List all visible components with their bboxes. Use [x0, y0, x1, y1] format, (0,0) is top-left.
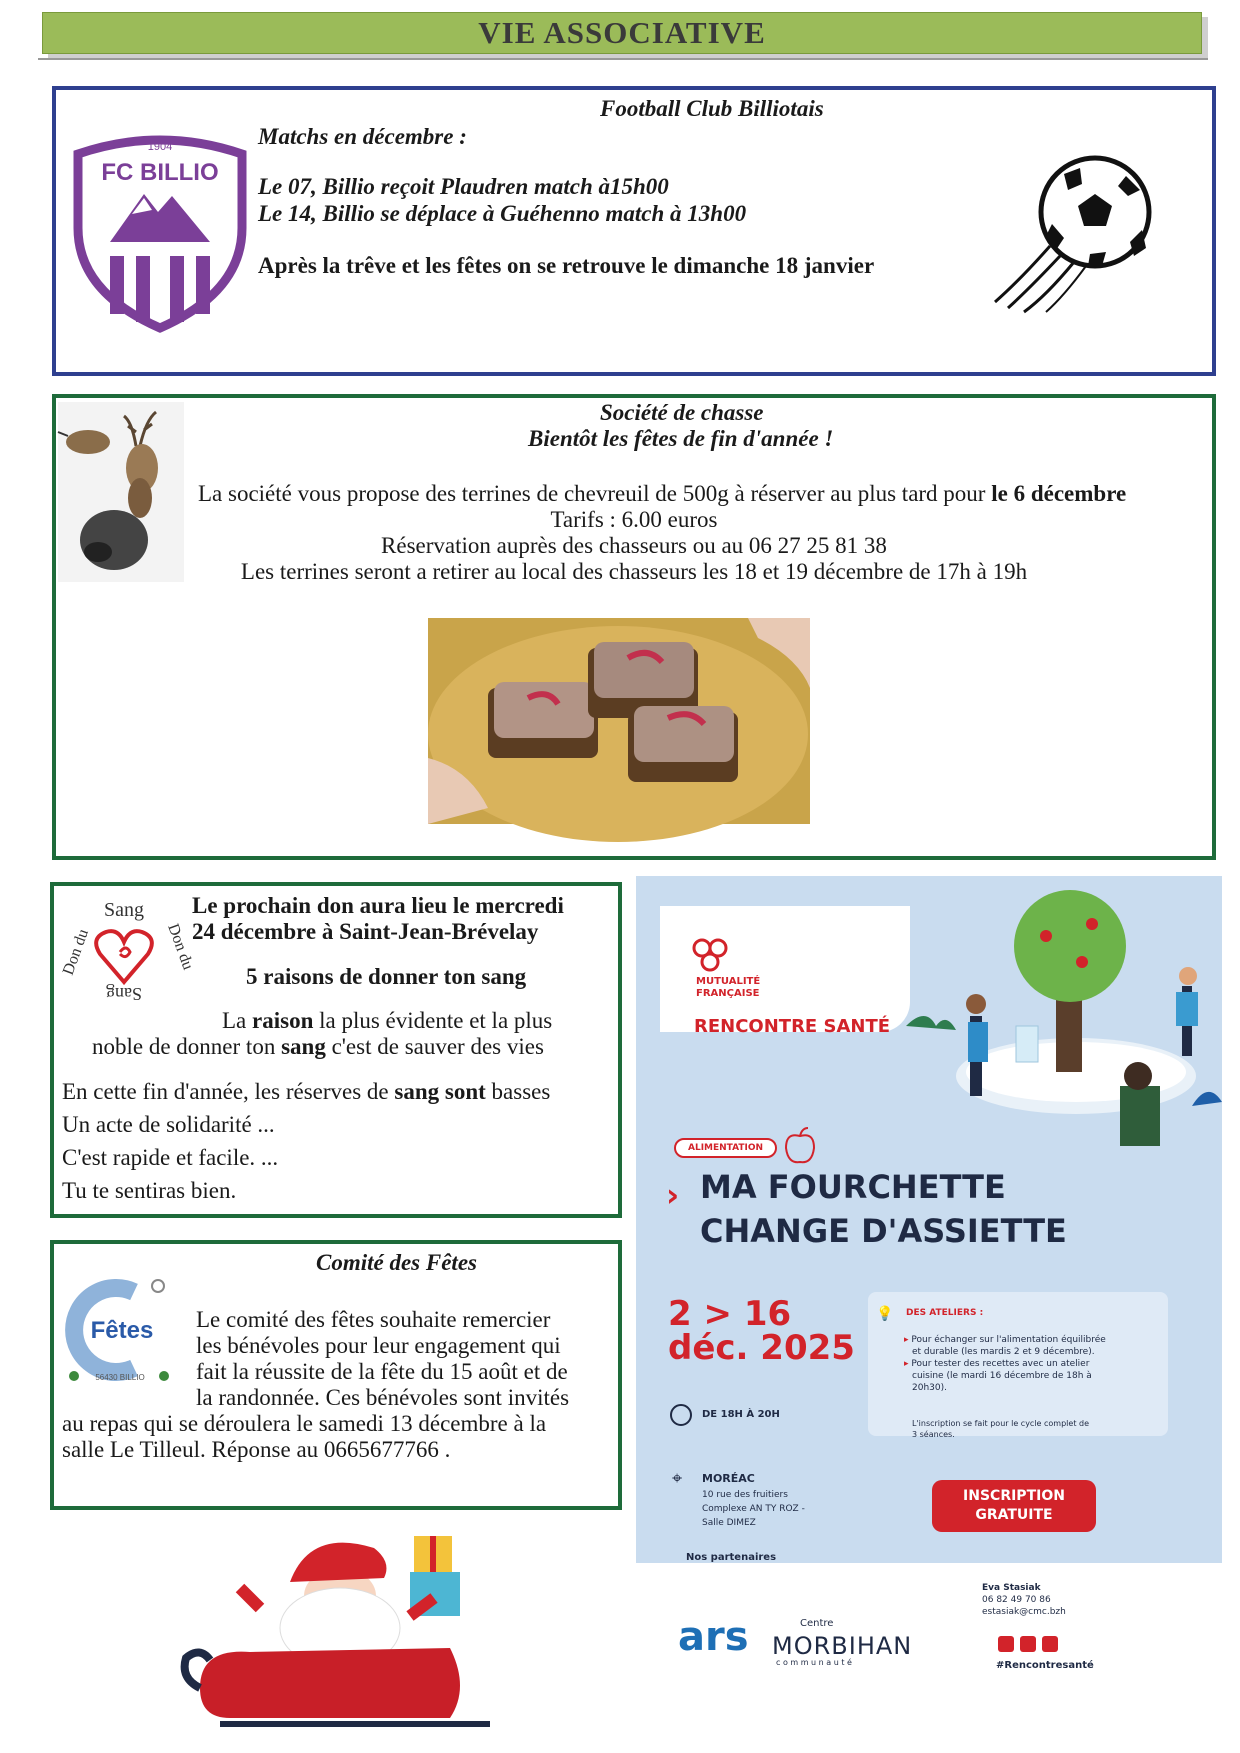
mutualite-logo-icon [690, 938, 730, 972]
pickup-line: Les terrines seront a retirer au local des chasseurs les 18 et 19 décembre de 17h à 19h [240, 559, 1028, 584]
football-title: Football Club Billiotais [600, 96, 824, 121]
event-time: DE 18H À 20H [702, 1409, 780, 1420]
donation-headline: Le prochain don aura lieu le mercredi [192, 893, 564, 918]
mutualite-name: MUTUALITÉ FRANÇAISE [696, 976, 761, 999]
football-closing: Après la trêve et les fêtes on se retrouve le dimanche 18 janvier [258, 253, 875, 278]
committee-text: la randonnée. Ces bénévoles sont invités [196, 1385, 570, 1410]
committee-text: salle Le Tilleul. Réponse au 0665677766 . [62, 1437, 451, 1462]
communaute-label: c o m m u n a u t é [776, 1658, 852, 1667]
reason-line: En cette fin d'année, les réserves de sang sont basses [62, 1079, 551, 1104]
svg-text:Sang: Sang [104, 899, 144, 921]
ars-logo: ars [678, 1614, 749, 1660]
clock-icon [670, 1404, 692, 1426]
terrine-photo [428, 618, 810, 824]
section-title: VIE ASSOCIATIVE [478, 15, 766, 50]
price-line: Tarifs : 6.00 euros [550, 507, 718, 532]
comite-des-fetes-logo [64, 1276, 176, 1386]
football-intro: Matchs en décembre : [258, 124, 467, 149]
hunting-title: Société de chasse [600, 400, 764, 425]
divider [38, 58, 1208, 60]
hashtag: #Rencontresanté [996, 1660, 1094, 1671]
donation-headline: 24 décembre à Saint-Jean-Brévelay [192, 919, 539, 944]
health-poster [636, 876, 1222, 1718]
svg-text:Don du: Don du [59, 926, 93, 978]
apple-icon [782, 1126, 818, 1166]
people-table-illustration [906, 876, 1222, 1166]
svg-text:Don du: Don du [164, 921, 197, 973]
svg-text:Fêtes: Fêtes [90, 1317, 154, 1344]
youtube-icon[interactable] [1020, 1636, 1036, 1652]
svg-text:56430 BILLIO: 56430 BILLIO [95, 1373, 145, 1382]
don-du-sang-logo [59, 896, 197, 1006]
fc-billio-logo [70, 132, 250, 332]
poster-headline: MA FOURCHETTE [700, 1168, 1006, 1206]
partners-label: Nos partenaires [682, 1552, 780, 1563]
reason-line: La raison la plus évidente et la plus [222, 1008, 553, 1033]
workshops-title: DES ATELIERS : [906, 1308, 984, 1318]
reason-line: noble de donner ton sang c'est de sauver des vies [92, 1034, 544, 1059]
committee-text: Le comité des fêtes souhaite remercier [196, 1307, 551, 1332]
soccer-ball-icon [990, 150, 1160, 320]
free-registration-button[interactable]: INSCRIPTION GRATUITE [932, 1480, 1096, 1532]
lightbulb-icon: 💡 [876, 1306, 894, 1322]
event-dates: 2 > 16 [668, 1294, 792, 1334]
committee-title: Comité des Fêtes [316, 1250, 477, 1275]
santa-sleigh-illustration [160, 1528, 520, 1728]
centre-label: Centre [800, 1618, 834, 1629]
alimentation-tag: ALIMENTATION [674, 1138, 777, 1158]
match-line: Le 07, Billio reçoit Plaudren match à15h00 [258, 174, 669, 199]
reason-line: Un acte de solidarité ... [62, 1112, 275, 1137]
committee-text: fait la réussite de la fête du 15 août et de [196, 1359, 568, 1384]
reason-line: C'est rapide et facile. ... [62, 1145, 279, 1170]
match-line: Le 14, Billio se déplace à Guéhenno match à 13h00 [258, 201, 747, 226]
workshop-item: ▸ Pour échanger sur l'alimentation équilibrée et durable (les mardis 2 et 9 décembre). ▸ Pour tester des recettes avec un atelier cuisine (le mardi 16 décembre de 18h à 20h30). [904, 1335, 1106, 1393]
contact-info: Eva Stasiak 06 82 49 70 86 estasiak@cmc.bzh [982, 1583, 1066, 1617]
event-address: 10 rue des fruitiers Complexe AN TY ROZ - Salle DIMEZ [702, 1490, 805, 1528]
reason-line: Tu te sentiras bien. [62, 1178, 237, 1203]
reasons-title: 5 raisons de donner ton sang [246, 964, 527, 989]
linkedin-icon[interactable] [1042, 1636, 1058, 1652]
svg-text:1904: 1904 [147, 141, 173, 153]
registration-note: L'inscription se fait pour le cycle complet de 3 séances. [912, 1419, 1089, 1439]
committee-text: les bénévoles pour leur engagement qui [196, 1333, 561, 1358]
section-banner [42, 12, 1202, 54]
chevron-right-icon: › [666, 1176, 680, 1214]
location-pin-icon: ⌖ [672, 1468, 683, 1489]
facebook-icon[interactable] [998, 1636, 1014, 1652]
committee-text: au repas qui se déroulera le samedi 13 décembre à la [62, 1411, 547, 1436]
poster-headline: CHANGE D'ASSIETTE [700, 1212, 1067, 1250]
reservation-deadline: le 6 décembre [991, 481, 1127, 506]
event-town: MORÉAC [702, 1472, 755, 1485]
hunting-offer: La société vous propose des terrines de chevreuil de 500g à réserver au plus tard pour le 6 décembre [198, 481, 1127, 506]
morbihan-logo: MORBIHAN [772, 1632, 913, 1660]
hunting-subtitle: Bientôt les fêtes de fin d'année ! [528, 426, 834, 451]
rencontre-sante-label: RENCONTRE SANTÉ [694, 1016, 891, 1037]
event-dates: déc. 2025 [668, 1328, 855, 1368]
reservation-line: Réservation auprès des chasseurs ou au 06 27 25 81 38 [381, 533, 887, 558]
svg-text:FC BILLIO: FC BILLIO [101, 159, 219, 186]
svg-text:Sang: Sang [106, 984, 142, 1004]
